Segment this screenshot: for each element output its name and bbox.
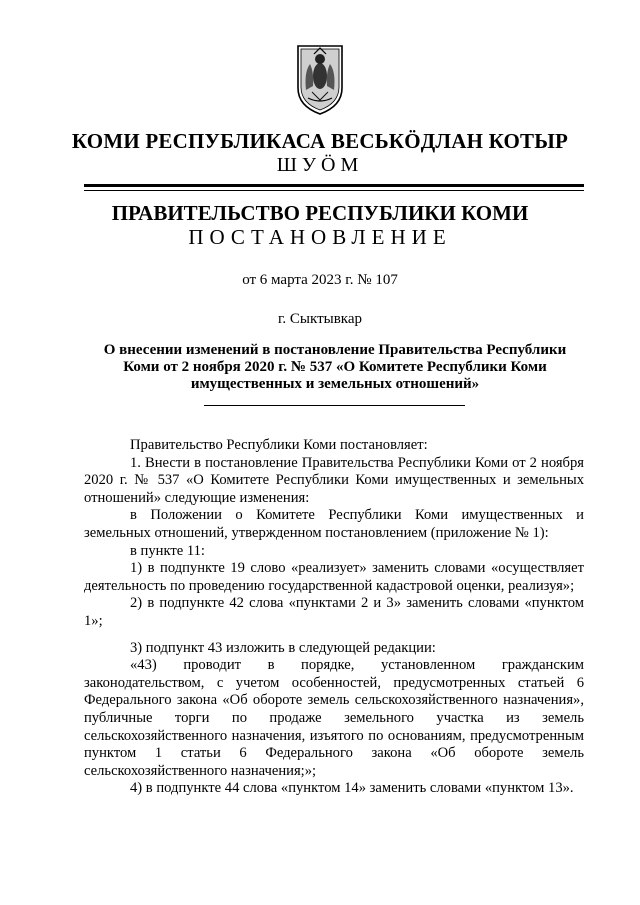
body-paragraph: 3) подпункт 43 изложить в следующей редакции:	[130, 639, 436, 656]
body-paragraph: 2) в подпункте 42 слова «пунктами 2 и 3» заменить словами «пунктом 1»;	[84, 595, 584, 629]
header-shuom: ШУӦМ	[276, 154, 364, 176]
document-body	[84, 437, 584, 798]
body-paragraph: в Положении о Комитете Республики Коми имущественных и земельных отношений, утвержденном постановлением (приложение № 1):	[84, 507, 584, 541]
document-title: О внесении изменений в постановление Правительства Республики Коми от 2 ноября 2020 г. № 537 «О Комитете Республики Коми имущественных и земельных отношений»	[103, 342, 567, 392]
body-paragraph: 1) в подпункте 19 слово «реализует» заменить словами «осуществляет деятельность по проведению государственной кадастровой оценки, реализуя»;	[84, 560, 584, 594]
header-divider-thin	[84, 190, 584, 191]
coat-of-arms-emblem-icon	[296, 42, 344, 116]
document-type: ПОСТАНОВЛЕНИЕ	[188, 225, 452, 249]
header-divider-thick	[84, 184, 584, 187]
body-paragraph: Правительство Республики Коми постановляет:	[130, 437, 428, 453]
body-paragraph: «43) проводит в порядке, установленном гражданским законодательством, с учетом особенностей, предусмотренных статьей 6 Федерального закона «Об обороте земель сельскохозяйственного назначения», публичные торги по продаже земельного участка из земель сельскохозяйственного назначения, изъятого по основаниям, предусмотренным пунктом 1 статьи 6 Федерального закона «Об обороте земель сельскохозяйственного назначения;»;	[84, 657, 584, 779]
body-paragraph: в пункте 11:	[130, 542, 205, 559]
header-komi-line: КОМИ РЕСПУБЛИКАСА ВЕСЬКӦДЛАН КОТЫР	[71, 129, 569, 153]
document-city: г. Сыктывкар	[277, 311, 363, 327]
body-paragraph: 1. Внести в постановление Правительства Республики Коми от 2 ноября 2020 г. № 537 «О Комитете Республики Коми имущественных и земельных отношений» следующие изменения:	[84, 454, 584, 506]
document-date-number: от 6 марта 2023 г. № 107	[242, 272, 398, 288]
header-government-line: ПРАВИТЕЛЬСТВО РЕСПУБЛИКИ КОМИ	[111, 201, 529, 225]
title-divider	[204, 405, 465, 406]
body-paragraph: 4) в подпункте 44 слова «пунктом 14» заменить словами «пунктом 13».	[130, 780, 574, 797]
